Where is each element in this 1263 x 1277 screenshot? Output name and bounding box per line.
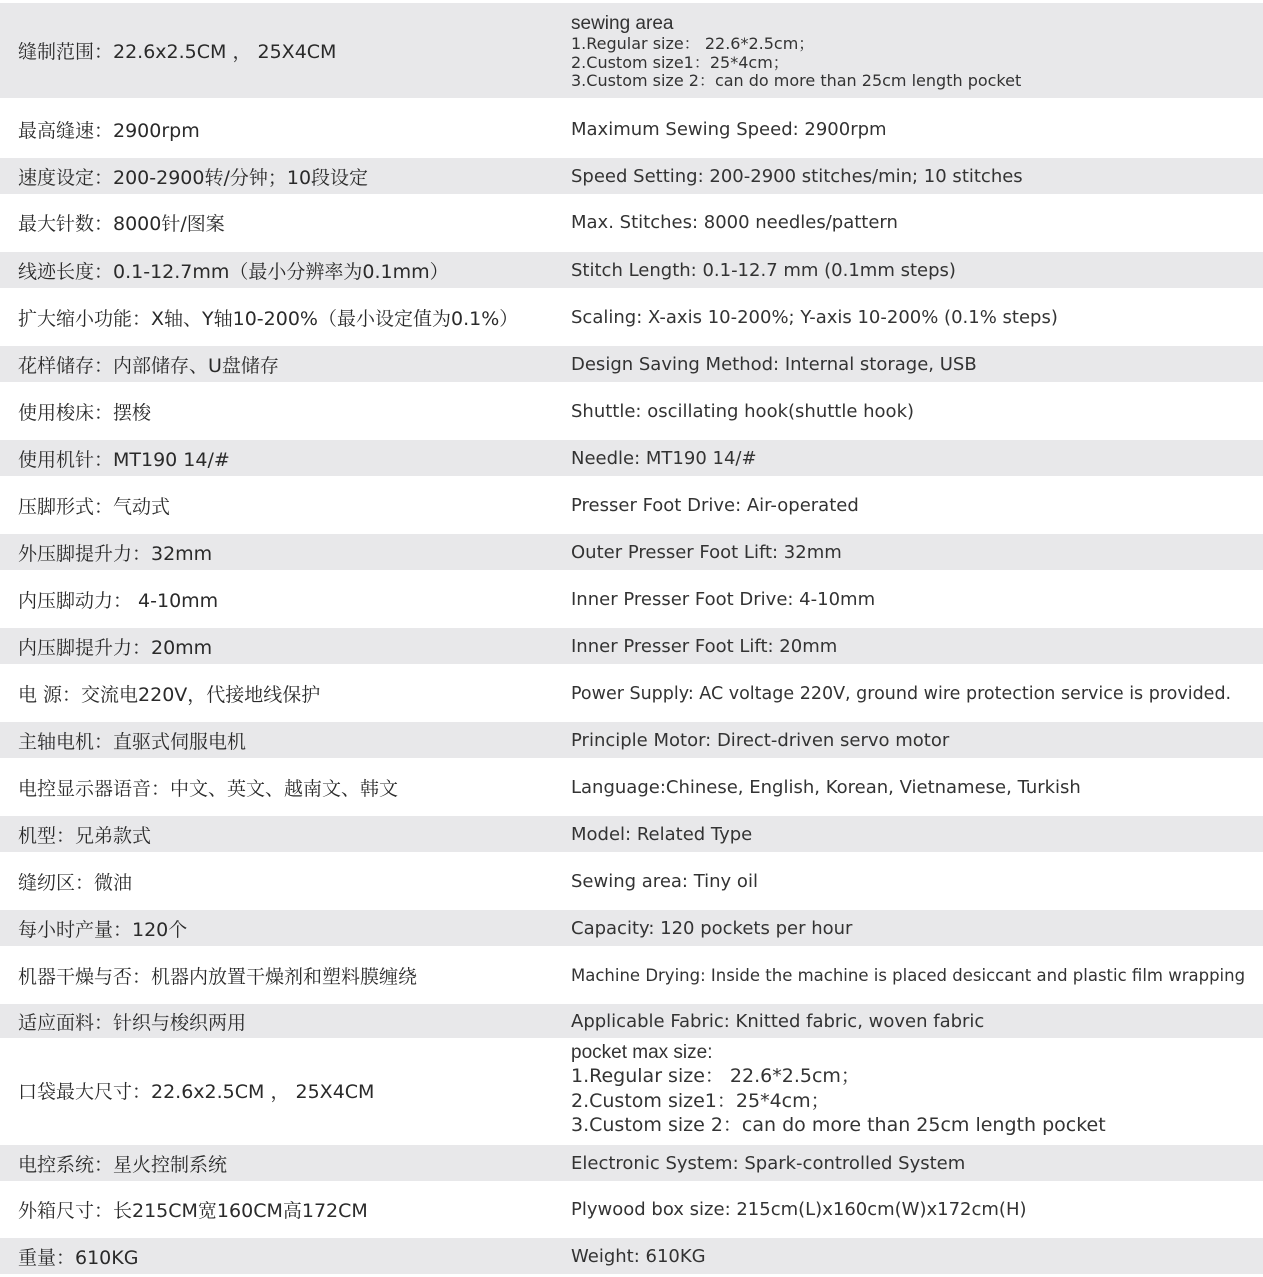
spec-en-line: 2.Custom size1：25*4cm； xyxy=(571,52,789,72)
spec-row-language xyxy=(0,764,1263,811)
spec-en-line: 3.Custom size 2：can do more than 25cm length pocket xyxy=(571,71,1022,91)
spec-label-en xyxy=(571,1040,1106,1140)
spec-row-pocket-max-size xyxy=(0,1040,1263,1140)
spec-row-stitch-length xyxy=(0,252,1263,288)
spec-row-inner-foot-lift xyxy=(0,628,1263,664)
spec-en-line: 2.Custom size1：25*4cm； xyxy=(571,1089,830,1112)
spec-row-weight xyxy=(0,1238,1263,1274)
spec-row-scaling xyxy=(0,294,1263,341)
spec-label-cn: 内压脚动力： 4-10mm xyxy=(18,590,219,612)
spec-label-en: Plywood box size: 215cm(L)x160cm(W)x172cm(H) xyxy=(571,1199,1027,1220)
spec-label-cn: 外压脚提升力：32mm xyxy=(18,542,213,565)
spec-label-en: Power Supply: AC voltage 220V, ground wire protection service is provided. xyxy=(571,683,1232,704)
spec-label-cn: 电控系统：星火控制系统 xyxy=(18,1153,228,1176)
spec-label-en: Inner Presser Foot Drive: 4-10mm xyxy=(571,589,876,610)
spec-label-cn: 使用梭床：摆梭 xyxy=(18,402,152,424)
spec-label-cn: 重量：610KG xyxy=(18,1246,139,1269)
spec-row-needle xyxy=(0,440,1263,476)
spec-label-en: Principle Motor: Direct-driven servo motor xyxy=(571,729,950,751)
spec-label-en xyxy=(571,6,1021,98)
spec-label-en: Maximum Sewing Speed: 2900rpm xyxy=(571,119,887,140)
spec-label-en: Max. Stitches: 8000 needles/pattern xyxy=(571,212,898,233)
spec-row-design-saving xyxy=(0,346,1263,382)
spec-row-sewing-range xyxy=(0,3,1263,98)
spec-row-applicable-fabric xyxy=(0,1004,1263,1038)
spec-label-cn: 主轴电机：直驱式伺服电机 xyxy=(18,730,247,753)
spec-label-en: Design Saving Method: Internal storage, USB xyxy=(571,353,977,375)
spec-en-heading: pocket max size: xyxy=(571,1042,713,1064)
spec-label-cn: 花样储存：内部储存、U盘储存 xyxy=(18,354,279,377)
spec-row-sewing-oil xyxy=(0,858,1263,905)
spec-label-en: Speed Setting: 200-2900 stitches/min; 10 stitches xyxy=(571,165,1023,187)
spec-label-en: Needle: MT190 14/# xyxy=(571,447,757,469)
spec-row-principle-motor xyxy=(0,722,1263,758)
spec-label-en: Stitch Length: 0.1-12.7 mm (0.1mm steps) xyxy=(571,259,956,281)
spec-label-cn: 最高缝速：2900rpm xyxy=(18,120,200,142)
spec-label-en: Presser Foot Drive: Air-operated xyxy=(571,495,859,516)
spec-label-en: Weight: 610KG xyxy=(571,1245,706,1267)
spec-label-cn: 压脚形式：气动式 xyxy=(18,496,171,518)
spec-label-cn: 机型：兄弟款式 xyxy=(18,824,152,847)
spec-label-cn: 电 源：交流电220V，代接地线保护 xyxy=(18,684,321,706)
spec-label-en: Outer Presser Foot Lift: 32mm xyxy=(571,541,842,563)
spec-label-cn: 扩大缩小功能：X轴、Y轴10-200%（最小设定值为0.1%） xyxy=(18,308,519,330)
spec-label-en: Language:Chinese, English, Korean, Vietnamese, Turkish xyxy=(571,777,1081,798)
spec-label-cn: 电控显示器语音：中文、英文、越南文、韩文 xyxy=(18,778,399,800)
spec-label-en: Electronic System: Spark-controlled System xyxy=(571,1152,966,1174)
spec-label-en: Sewing area: Tiny oil xyxy=(571,871,758,892)
spec-label-cn: 缝纫区：微油 xyxy=(18,872,133,894)
spec-row-machine-drying xyxy=(0,952,1263,999)
spec-label-en: Scaling: X-axis 10-200%; Y-axis 10-200% (0.1% steps) xyxy=(571,307,1058,328)
spec-label-cn: 口袋最大尺寸：22.6x2.5CM ， 25X4CM xyxy=(18,1080,375,1103)
spec-row-outer-foot-lift xyxy=(0,534,1263,570)
spec-label-cn: 线迹长度：0.1-12.7mm（最小分辨率为0.1mm） xyxy=(18,260,449,283)
spec-row-max-speed xyxy=(0,106,1263,153)
spec-row-speed-setting xyxy=(0,158,1263,194)
spec-en-line: 3.Custom size 2：can do more than 25cm length pocket xyxy=(571,1114,1106,1137)
spec-label-en: Model: Related Type xyxy=(571,823,753,845)
spec-label-cn: 外箱尺寸：长215CM宽160CM高172CM xyxy=(18,1200,368,1222)
spec-label-cn: 速度设定：200-2900转/分钟；10段设定 xyxy=(18,166,369,189)
spec-row-box-size xyxy=(0,1186,1263,1233)
spec-en-line: 1.Regular size： 22.6*2.5cm； xyxy=(571,1064,860,1087)
spec-row-presser-foot-drive xyxy=(0,482,1263,529)
spec-label-cn: 缝制范围：22.6x2.5CM ， 25X4CM xyxy=(18,41,337,63)
spec-row-model xyxy=(0,816,1263,852)
spec-label-cn: 最大针数：8000针/图案 xyxy=(18,213,225,235)
spec-row-max-stitches xyxy=(0,199,1263,246)
spec-row-shuttle xyxy=(0,388,1263,435)
spec-row-electronic-system xyxy=(0,1145,1263,1181)
spec-en-heading: sewing area xyxy=(571,13,674,35)
spec-row-power-supply xyxy=(0,670,1263,717)
spec-label-en: Applicable Fabric: Knitted fabric, woven fabric xyxy=(571,1010,985,1032)
spec-label-cn: 每小时产量：120个 xyxy=(18,918,188,941)
spec-en-line: 1.Regular size： 22.6*2.5cm； xyxy=(571,34,815,54)
spec-label-cn: 使用机针：MT190 14/# xyxy=(18,448,230,471)
spec-label-cn: 适应面料：针织与梭织两用 xyxy=(18,1011,247,1034)
spec-label-cn: 内压脚提升力：20mm xyxy=(18,636,213,659)
spec-row-capacity xyxy=(0,910,1263,946)
spec-label-en: Machine Drying: Inside the machine is placed desiccant and plastic film wrapping xyxy=(571,966,1246,985)
spec-label-en: Shuttle: oscillating hook(shuttle hook) xyxy=(571,401,915,422)
spec-label-en: Inner Presser Foot Lift: 20mm xyxy=(571,635,838,657)
spec-row-inner-foot-drive xyxy=(0,576,1263,623)
spec-label-en: Capacity: 120 pockets per hour xyxy=(571,917,853,939)
spec-label-cn: 机器干燥与否：机器内放置干燥剂和塑料膜缠绕 xyxy=(18,966,418,988)
